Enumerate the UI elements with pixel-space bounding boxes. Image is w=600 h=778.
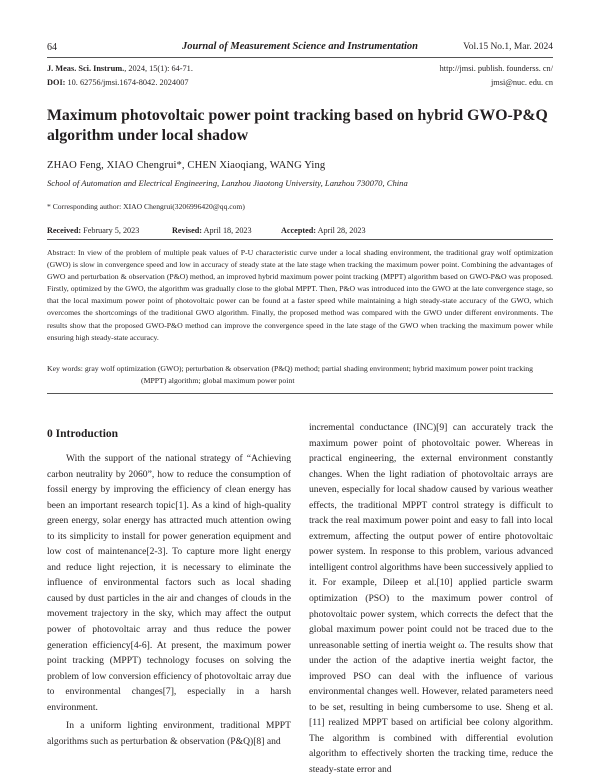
received-date	[47, 226, 139, 235]
citation-label: J. Meas. Sci. Instrum.	[47, 64, 125, 73]
received-label: Received:	[47, 226, 82, 235]
citation-block	[47, 62, 193, 90]
revised-label: Revised:	[172, 226, 203, 235]
accepted-label: Accepted:	[281, 226, 317, 235]
citation-line	[47, 62, 193, 76]
page-number: 64	[47, 42, 57, 53]
corresponding-author: * Corresponding author: XIAO Chengrui(3206996420@qq.com)	[47, 202, 245, 211]
paragraph-intro-2: In a uniform lighting environment, traditional MPPT algorithms such as perturbation & observation (P&Q)[8] and	[47, 720, 291, 747]
paragraph-intro-continued: incremental conductance (INC)[9] can accurately track the maximum power point of photovoltaic power. Whereas in practical engineering, the external environment constantly changes. When the light radiation of photovoltaic arrays are uneven, especially for local shadow caused by various weather effects, the traditional MPPT control strategy is difficult to track the real maximum power point and easy to fall into local extremum, affecting the output power of entire photovoltaic power system. In response to this problem, various advanced intelligent control algorithms have been successively applied to it. For example, Dileep et al.[10] applied particle swarm optimization (PSO) to the maximum power control of photovoltaic power system, which corrects the defect that the global maximum power point could not be traced due to the unreasonable setting of inertia weight ω. The results show that under the action of the adaptive inertia weight factor, the improved PSO can deal with the influence of various environmental changes well. However, related parameters need to be set, resulting in being cumbersome to use. Sheng et al.[11] realized MPPT based on artificial bee colony algorithm. The algorithm is combined with differential evolution algorithm to effectively shorten the tracking time, reduce the steady-state error and	[309, 422, 553, 776]
revised-date	[172, 226, 252, 235]
affiliation: School of Automation and Electrical Engineering, Lanzhou Jiaotong University, Lanzhou 730070, China	[47, 178, 408, 188]
doi-value: 10. 62756/jmsi.1674-8042. 2024007	[65, 78, 189, 87]
paper-title: Maximum photovoltaic power point tracking based on hybrid GWO-P&Q algorithm under local shadow	[47, 107, 548, 144]
journal-name: Journal of Measurement Science and Instrumentation	[182, 41, 418, 52]
article-dates	[47, 224, 553, 240]
journal-url[interactable]: http://jmsi. publish. founderss. cn/	[439, 64, 553, 73]
body-column-left	[47, 451, 291, 749]
section-heading-introduction: 0 Introduction	[47, 428, 119, 440]
volume-info: Vol.15 No.1, Mar. 2024	[463, 42, 553, 52]
accepted-date	[281, 226, 366, 235]
paragraph-intro-1: With the support of the national strategy of “Achieving carbon neutrality by 2060”, how to reduce the consumption of fossil energy by improving the efficiency of clean energy has been an important research topic[1]. As a kind of high-quality green energy, solar energy has attracted much attention owing to its simplicity to install for power generation equipment and low cost of maintenance[2-3]. To capture more light energy and reduce light rejection, it is necessary to eliminate the influence of environmental factors such as local shading caused by dust particles in the air and changes of clouds in the movement trajectory in the sky, which may affect the output power of photovoltaic array and thus reduce the power generation efficiency[4-6]. At present, the maximum power point tracking (MPPT) technology focuses on solving the problem of low conversion efficiency of photovoltaic array due to environmental changes[7], especially in a harsh environment.	[47, 453, 291, 713]
journal-contact	[440, 62, 553, 90]
keywords: Key words: gray wolf optimization (GWO); perturbation & observation (P&Q) method; partial shading environment; hybrid maximum power point tracking (MPPT) algorithm; global maximum power point	[47, 364, 533, 386]
journal-email[interactable]: jmsi@nuc. edu. cn	[490, 78, 553, 87]
doi-line	[47, 76, 193, 90]
revised-value: April 18, 2023	[203, 226, 252, 235]
body-column-right	[309, 420, 553, 778]
abstract: Abstract: In view of the problem of multiple peak values of P-U characteristic curve under a local shading environment, the traditional gray wolf optimization (GWO) is slow in convergence speed and low in accuracy of steady state at the late stage when tracking the maximum power point. Combining the advantages of GWO and perturbation & observation (P&O) method, an improved hybrid maximum power point tracking (MPPT) algorithm based on GWO-P&O was proposed. Firstly, optimized by the GWO, the algorithm was gradually close to the global MPPT. Then, P&O was introduced into the GWO at the late convergence stage, so that the local maximum power point of photovoltaic power can be found at a faster speed while maintaining a high steady-state accuracy of the GWO, which overcomes the shortcomings of the traditional GWO algorithm. Finally, the proposed method was compared with the GWO under different environments. The results show that the proposed GWO-P&O method can improve the convergence speed in the late stage of the GWO when tracking the maximum power while ensuring high steady-state accuracy.	[47, 248, 553, 342]
accepted-value: April 28, 2023	[317, 226, 366, 235]
running-header	[47, 40, 553, 58]
divider	[47, 393, 553, 394]
citation-detail: , 2024, 15(1): 64-71.	[124, 64, 193, 73]
received-value: February 5, 2023	[83, 226, 140, 235]
author-list: ZHAO Feng, XIAO Chengrui*, CHEN Xiaoqiang, WANG Ying	[47, 160, 326, 171]
doi-label: DOI:	[47, 78, 66, 87]
